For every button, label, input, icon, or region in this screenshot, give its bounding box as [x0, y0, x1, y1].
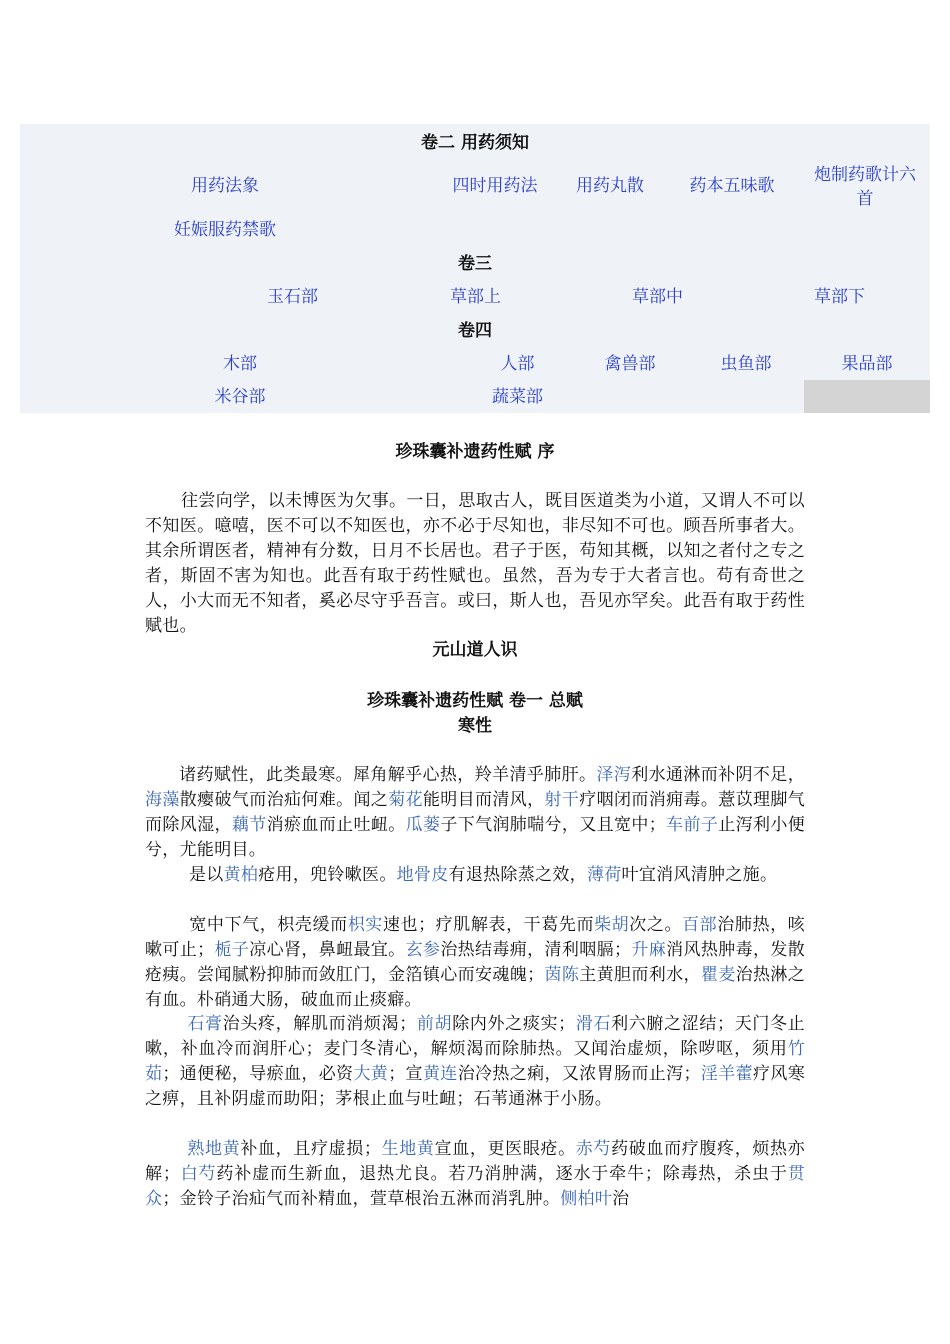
toc-link-yongyao-faxiang[interactable]: 用药法象 — [191, 176, 259, 196]
paragraph-text: 治肺热，咳嗽可止； — [145, 915, 805, 960]
paragraph-text: ；金铃子治疝气而补精血，萱草根治五淋而消乳肿。 — [162, 1189, 561, 1209]
paragraph-text: 治热结毒痈，清利咽膈； — [440, 940, 632, 960]
herb-name: 车前子 — [666, 815, 719, 835]
paragraph-text: 消瘀血而止吐衄。 — [266, 815, 406, 835]
paragraph-text: 叶宜消风清肿之施。 — [621, 865, 778, 885]
preface-title: 珍珠囊补遗药性赋 序 — [395, 442, 555, 462]
toc-link-renshen-jinge[interactable]: 妊娠服药禁歌 — [174, 220, 276, 240]
vol1-paragraph-4 — [145, 1012, 805, 1112]
herb-name: 枳实 — [347, 915, 383, 935]
toc-link-yushi[interactable]: 玉石部 — [267, 287, 318, 307]
vol1-paragraph-3 — [145, 913, 805, 1013]
herb-name: 白芍 — [180, 1164, 217, 1184]
herb-name: 玄参 — [405, 940, 441, 960]
herb-name: 海藻 — [145, 790, 180, 810]
paragraph-text: 除内外之痰实； — [452, 1014, 576, 1034]
toc-link-guopin[interactable]: 果品部 — [841, 354, 893, 374]
herb-name: 贯众 — [145, 1164, 805, 1209]
toc-link-yaoben-wuwei[interactable]: 药本五味歌 — [689, 176, 775, 196]
herb-name: 瓜蒌 — [405, 815, 441, 835]
toc-link-caobu-shang[interactable]: 草部上 — [450, 287, 501, 307]
herb-name: 滑石 — [575, 1014, 612, 1034]
volume1-subtitle: 寒性 — [458, 716, 492, 736]
preface-body: 往尝向学，以未博医为欠事。一日，思取古人，既目医道类为小道，又谓人不可以不知医。噫嘻，医不可以不知医也，亦不必于尽知也，非尽知不可也。顾吾所事者大。其余所谓医者，精神有分数，日月不长居也。君子于医，苟知其概，以知之者付之专之者，斯固不害为知也。此吾有取于药性赋也。虽然，吾为专于大者言也。苟有奇世之人，小大而无不知者，奚必尽守乎吾言。或曰，斯人也，吾见亦罕矣。此吾有取于药性赋也。 — [145, 491, 805, 636]
herb-name: 侧柏叶 — [560, 1189, 613, 1209]
paragraph-text: 补血，且疗虚损； — [240, 1139, 382, 1159]
herb-name: 瞿麦 — [700, 965, 736, 985]
paragraph-text: 是以 — [189, 865, 224, 885]
paragraph-text: 治热淋之有血。朴硝通大肠，破血而止痰癖。 — [145, 965, 806, 1010]
toc-vol2-heading: 卷二 用药须知 — [421, 133, 529, 153]
table-of-contents — [20, 124, 930, 413]
toc-link-mubu[interactable]: 木部 — [223, 354, 257, 374]
paragraph-text: 治冷热之痢，又浓胃肠而止泻； — [457, 1064, 701, 1084]
herb-name: 薄荷 — [586, 865, 622, 885]
paragraph-text: 散瘿破气而治疝何难。闻之 — [179, 790, 389, 810]
herb-name: 黄柏 — [223, 865, 259, 885]
herb-name: 地骨皮 — [396, 865, 449, 885]
paragraph-text: 药补虚而生新血，退热尤良。若乃消肿满，逐水于牵牛；除毒热，杀虫于 — [216, 1164, 788, 1184]
paragraph-text: 消风热肿毒，发散疮痍。尝闻腻粉抑肺而敛肛门，金箔镇心而安魂魄； — [145, 940, 806, 985]
paragraph-text: 宽中下气，枳壳缓而 — [189, 915, 348, 935]
paragraph-text: 疗风寒之痹，且补阴虚而助阳；茅根止血与吐衄；石苇通淋于小肠。 — [145, 1064, 806, 1109]
toc-link-caobu-xia[interactable]: 草部下 — [814, 287, 865, 307]
paragraph-text: 能明目而清风， — [422, 790, 545, 810]
herb-name: 射干 — [544, 790, 580, 810]
vol1-paragraph-2 — [145, 863, 805, 888]
paragraph-text: ；通便秘，导瘀血，必资 — [162, 1064, 354, 1084]
herb-name: 百部 — [682, 915, 718, 935]
herb-name: 升麻 — [631, 940, 667, 960]
toc-link-qinshou[interactable]: 禽兽部 — [604, 354, 656, 374]
preface-text — [145, 489, 805, 639]
paragraph-text: 次之。 — [629, 915, 683, 935]
paragraph-text: 子下气润肺喘兮，又且宽中； — [440, 815, 667, 835]
vol1-paragraph-5 — [145, 1137, 805, 1212]
herb-name: 泽泻 — [596, 765, 632, 785]
herb-name: 菊花 — [388, 790, 423, 810]
toc-link-shucai[interactable]: 蔬菜部 — [492, 387, 543, 407]
paragraph-text: 止泻利小便兮，尤能明目。 — [145, 815, 806, 860]
vol1-paragraph-1 — [145, 763, 805, 863]
herb-name: 黄连 — [422, 1064, 458, 1084]
toc-link-migu[interactable]: 米谷部 — [214, 387, 266, 407]
herb-name: 竹茹 — [145, 1039, 805, 1084]
paragraph-text: 疗咽闭而消痈毒。薏苡理脚气而除风湿， — [145, 790, 806, 835]
herb-name: 柴胡 — [594, 915, 630, 935]
paragraph-text: 主黄胆而利水， — [579, 965, 701, 985]
paragraph-text: 治头疼，解肌而消烦渴； — [222, 1014, 417, 1034]
herb-name: 生地黄 — [381, 1139, 435, 1159]
herb-name: 熟地黄 — [187, 1139, 241, 1159]
herb-name: 赤芍 — [575, 1139, 612, 1159]
paragraph-text: 利水通淋而补阴不足， — [631, 765, 805, 785]
paragraph-text: 宣血，更医眼疮。 — [434, 1139, 576, 1159]
empty-grey-cell — [804, 380, 930, 413]
paragraph-text: 疮用，兜铃嗽医。 — [258, 865, 397, 885]
paragraph-text: 有退热除蒸之效， — [448, 865, 587, 885]
paragraph-text: ；宣 — [388, 1064, 423, 1084]
toc-vol4-heading: 卷四 — [458, 321, 492, 341]
toc-link-paozhi-yaoge[interactable]: 炮制药歌计六首 — [814, 165, 916, 209]
paragraph-text: 药破血而疗腹疼，烦热亦解； — [145, 1139, 805, 1184]
paragraph-text: 治 — [612, 1189, 630, 1209]
herb-name: 前胡 — [416, 1014, 453, 1034]
herb-name: 淫羊藿 — [700, 1064, 753, 1084]
paragraph-text: 诸药赋性，此类最寒。犀角解乎心热，羚羊清乎肺肝。 — [179, 765, 597, 785]
herb-name: 栀子 — [214, 940, 250, 960]
herb-name: 大黄 — [353, 1064, 389, 1084]
toc-link-renbu[interactable]: 人部 — [500, 354, 535, 374]
toc-link-caobu-zhong[interactable]: 草部中 — [632, 287, 683, 307]
volume1-title: 珍珠囊补遗药性赋 卷一 总赋 — [367, 691, 583, 711]
herb-name: 茵陈 — [544, 965, 580, 985]
herb-name: 石膏 — [187, 1014, 223, 1034]
paragraph-text: 利六腑之涩结；天门冬止嗽，补血冷而润肝心；麦门冬清心，解烦渴而除肺热。又闻治虚烦，除哕呕，须用 — [145, 1014, 805, 1059]
toc-link-chongyu[interactable]: 虫鱼部 — [720, 354, 772, 374]
herb-name: 藕节 — [231, 815, 267, 835]
paragraph-text: 凉心肾，鼻衄最宜。 — [249, 940, 406, 960]
toc-link-yongyao-wansan[interactable]: 用药丸散 — [576, 176, 644, 196]
preface-signature: 元山道人识 — [432, 640, 518, 660]
paragraph-text: 速也；疗肌解表，干葛先而 — [382, 915, 595, 935]
toc-link-sishi-yongyao[interactable]: 四时用药法 — [452, 176, 538, 196]
toc-vol3-heading: 卷三 — [458, 254, 492, 274]
